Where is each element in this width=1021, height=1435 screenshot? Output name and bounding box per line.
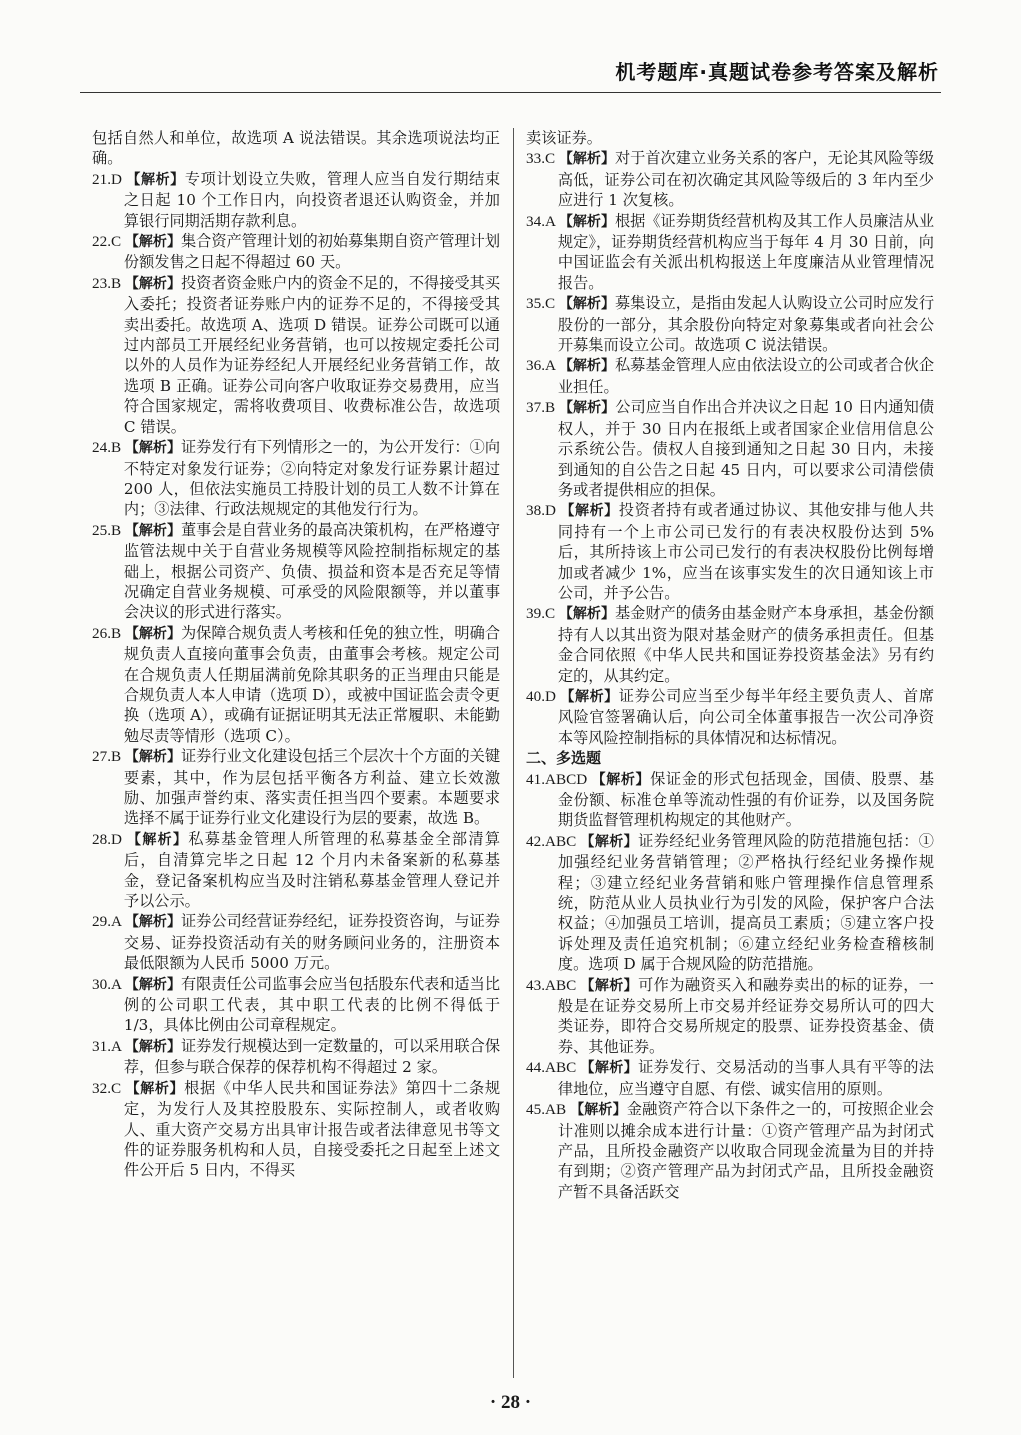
analysis-tag: 【解析】 (558, 151, 615, 168)
answer-letter: ABC (544, 832, 581, 850)
answer-letter: C (110, 1079, 126, 1097)
answer-letter: D (544, 687, 561, 705)
explanation-text: 保证金的形式包括现金，国债、股票、基金份额、标准仓单等流动性强的有价证券，以及国务院期货监督管理机构规定的其他财产。 (557, 769, 935, 830)
answer-entry (526, 293, 934, 355)
analysis-tag: 【解析】 (124, 749, 181, 766)
explanation-text: 包括自然人和单位，故选项 A 说法错误。其余选项说法均正确。 (92, 129, 500, 168)
answer-entry (92, 746, 500, 829)
answer-entry (526, 211, 934, 294)
answer-letter: B (110, 274, 125, 292)
explanation-text: 证券发行有下列情形之一的，为公开发行：①向不特定对象发行证券；②向特定对象发行证券累计超过 200 人，但依法实施员工持股计划的员工人数不计算在内；③法律、行政法规规定的其他发行行为。 (123, 438, 501, 519)
analysis-tag: 【解析】 (124, 275, 181, 292)
answer-entry (92, 231, 500, 273)
explanation-text: 集合资产管理计划的初始募集期自资产管理计划份额发售之日起不得超过 60 天。 (123, 232, 501, 272)
answer-letter: B (110, 439, 125, 457)
explanation-text: 专项计划设立失败，管理人应当自发行期结束之日起 10 个工作日内，向投资者退还认购资金，并加算银行同期活期存款利息。 (123, 169, 501, 230)
explanation-text: 私募基金管理人应由依法设立的公司或者合伙企业担任。 (557, 356, 935, 396)
answer-letter: A (110, 913, 125, 931)
answer-letter: B (110, 521, 125, 539)
header-divider (80, 92, 941, 93)
analysis-tag: 【解析】 (560, 688, 619, 705)
analysis-tag: 【解析】 (580, 1060, 639, 1077)
answer-letter: D (110, 170, 127, 188)
analysis-tag: 【解析】 (126, 171, 185, 188)
question-number: 45. (526, 1101, 545, 1119)
question-number: 31. (92, 1037, 111, 1055)
explanation-text: 证券发行规模达到一定数量的，可以采用联合保荐，但参与联合保荐的保荐机构不得超过 2 家。 (123, 1036, 501, 1077)
explanation-text: 证券经纪业务管理风险的防范措施包括：①加强经纪业务营销管理；②严格执行经纪业务操作规程；③建立经纪业务营销和账户管理操作信息管理系统，防范从业人员执业行为引发的风险，保护客户合法权益；④加强员工培训，提高员工素质；⑤建立客户投诉处理及责任追究机制；⑥建立经纪业务检查稽核制度。选项 D 属于合规风险的防范措施。 (557, 831, 934, 974)
continued-text (526, 128, 934, 148)
answer-entry (526, 1057, 934, 1099)
answer-entry (92, 437, 500, 520)
explanation-text: 对于首次建立业务关系的客户，无论其风险等级高低，证券公司在初次确定其风险等级后的 3 年内至少应进行 1 次复核。 (557, 149, 935, 210)
analysis-tag: 【解析】 (124, 1038, 181, 1055)
question-number: 39. (526, 605, 545, 623)
explanation-text: 证券公司经营证券经纪，证券投资咨询，与证券交易、证券投资活动有关的财务顾问业务的，注册资本最低限额为人民币 5000 万元。 (123, 912, 501, 973)
question-number: 41. (526, 770, 545, 788)
page-number: · 28 · (489, 1392, 532, 1413)
analysis-tag: 【解析】 (558, 213, 615, 230)
analysis-tag: 【解析】 (124, 625, 181, 642)
explanation-text: 为保障合规负责人考核和任免的独立性，明确合规负责人直接向董事会负责，由董事会考核。规定公司在合规负责人任期届满前免除其职务的正当理由只能是合规负责人本人申请（选项 D），或被中国证监会责令更换（选项 A），或确有证据证明其无法正常履职、未能勤勉尽责等情形（选项 C）。 (123, 623, 501, 745)
explanation-text: 金融资产符合以下条件之一的，可按照企业会计准则以摊余成本进行计量：①资产管理产品为封闭式产品，且所投金融资产以收取合同现金流量为目的并持有到期；②资产管理产品为封闭式产品，且所投金融资产暂不具备活跃交 (557, 1100, 934, 1201)
explanation-text: 投资者资金账户内的资金不足的，不得接受其买入委托；投资者证券账户内的证券不足的，不得接受其卖出委托。故选项 A、选项 D 错误。证券公司既可以通过内部员工开展经纪业务营销，也可以按规定委托公司以外的人员作为证券经纪人开展经纪业务营销工作，故选项 B 正确。证券公司向客户收取证券交易费用，应当符合国家规定，需将收费项目、收费标准公告，故选项 C 错误。 (123, 273, 501, 436)
page-header (0, 0, 1021, 120)
question-number: 43. (526, 976, 545, 994)
answer-entry (526, 500, 934, 603)
answer-entry (526, 355, 934, 397)
analysis-tag: 【解析】 (124, 522, 181, 539)
header-title: 机考题库·真题试卷参考答案及解析 (615, 60, 939, 84)
analysis-tag: 【解析】 (127, 831, 189, 848)
analysis-tag: 【解析】 (580, 833, 639, 850)
answer-entry (92, 623, 500, 746)
question-number: 34. (526, 212, 545, 230)
explanation-text: 根据《证券期货经营机构及其工作人员廉洁从业规定》，证券期货经营机构应当于每年 4 月 30 日前，向中国证监会有关派出机构报送上年度廉洁从业管理情况报告。 (557, 211, 935, 292)
answer-entry (526, 975, 934, 1058)
explanation-text: 根据《中华人民共和国证券法》第四十二条规定，为发行人及其控股股东、实际控制人，或者收购人、重大资产交易方出具审计报告或者法律意见书等文件的证券服务机构和人员，自接受委托之日起至上述文件公开后 5 日内，不得买 (123, 1078, 501, 1180)
question-number: 42. (526, 832, 545, 850)
explanation-text: 私募基金管理人所管理的私募基金全部清算后，自清算完毕之日起 12 个月内未备案新的私募基金，登记备案机构应当及时注销私募基金管理人登记并予以公示。 (123, 829, 501, 911)
explanation-text: 证券发行、交易活动的当事人具有平等的法律地位，应当遵守自愿、有偿、诚实信用的原则。 (557, 1058, 934, 1098)
answer-entry (526, 831, 934, 975)
explanation-text: 可作为融资买入和融券卖出的标的证券，一般是在证券交易所上市交易并经证券交易所认可的四大类证券，即符合交易所规定的股票、证券投资基金、债券、其他证券。 (557, 975, 934, 1056)
question-number: 44. (526, 1059, 545, 1077)
section-title: 二、多选题 (526, 749, 602, 768)
explanation-text: 投资者持有或者通过协议、其他安排与他人共同持有一个上市公司已发行的有表决权股份达到 5%后，其所持该上市公司已发行的有表决权股份比例每增加或者减少 1%，应当在该事实发生的次日通知该上市公司，并予公告。 (557, 501, 935, 602)
left-column (92, 128, 500, 1181)
answer-entry (92, 520, 500, 623)
answer-entry (92, 1078, 500, 1181)
answer-letter: A (110, 1037, 125, 1055)
answer-entry (526, 686, 934, 748)
answer-letter: B (544, 399, 559, 417)
answer-letter: ABC (544, 976, 581, 994)
analysis-tag: 【解析】 (558, 606, 615, 623)
question-number: 37. (526, 399, 545, 417)
explanation-text: 募集设立，是指由发起人认购设立公司时应发行股份的一部分，其余股份向特定对象募集或者向社会公开募集而设立公司。故选项 C 说法错误。 (557, 294, 935, 355)
answer-entry (526, 397, 934, 500)
answer-entry (92, 911, 500, 973)
question-number: 23. (92, 274, 111, 292)
explanation-text: 证券行业文化建设包括三个层次十个方面的关键要素，其中，作为层包括平衡各方利益、建立长效激励、加强声誉约束、落实责任担当四个要素。本题要求选择不属于证券行业文化建设行为层的要素，故选 B。 (123, 747, 501, 828)
answer-letter: D (544, 502, 561, 520)
explanation-text: 有限责任公司监事会应当包括股东代表和适当比例的公司职工代表，其中职工代表的比例不得低于 1/3，具体比例由公司章程规定。 (123, 974, 501, 1035)
question-number: 22. (92, 233, 111, 251)
analysis-tag: 【解析】 (124, 914, 181, 931)
answer-letter: C (544, 150, 559, 168)
analysis-tag: 【解析】 (124, 976, 181, 993)
answer-letter: B (110, 748, 125, 766)
question-number: 32. (92, 1079, 111, 1097)
analysis-tag: 【解析】 (558, 358, 615, 375)
answer-entry (526, 1099, 934, 1202)
answer-letter: AB (544, 1101, 571, 1119)
answer-letter: A (544, 212, 559, 230)
analysis-tag: 【解析】 (570, 1102, 627, 1119)
analysis-tag: 【解析】 (591, 771, 651, 788)
question-number: 25. (92, 521, 111, 539)
analysis-tag: 【解析】 (580, 977, 639, 994)
question-number: 27. (92, 748, 111, 766)
answer-letter: ABCD (544, 770, 592, 788)
explanation-text: 基金财产的债务由基金财产本身承担，基金份额持有人以其出资为限对基金财产的债务承担责任。但基金合同依照《中华人民共和国证券投资基金法》另有约定的，从其约定。 (557, 604, 935, 685)
answer-letter: C (544, 605, 559, 623)
answer-entry (92, 273, 500, 437)
answer-letter: ABC (544, 1059, 581, 1077)
answer-entry (92, 1036, 500, 1078)
answer-letter: D (110, 830, 128, 848)
analysis-tag: 【解析】 (124, 440, 181, 457)
question-number: 40. (526, 687, 545, 705)
answer-letter: A (544, 357, 559, 375)
answer-entry (526, 148, 934, 210)
question-number: 33. (526, 150, 545, 168)
question-number: 38. (526, 502, 545, 520)
answer-letter: B (110, 624, 125, 642)
analysis-tag: 【解析】 (558, 400, 616, 417)
analysis-tag: 【解析】 (124, 234, 181, 251)
answer-entry (92, 169, 500, 231)
question-number: 21. (92, 170, 111, 188)
question-number: 24. (92, 439, 111, 457)
continued-text (92, 128, 500, 169)
analysis-tag: 【解析】 (560, 503, 619, 520)
explanation-text: 证券公司应当至少每半年经主要负责人、首席风险官签署确认后，向公司全体董事报告一次公司净资本等风险控制指标的具体情况和达标情况。 (557, 686, 935, 747)
answer-entry (92, 829, 500, 912)
question-number: 26. (92, 624, 111, 642)
question-number: 28. (92, 830, 111, 848)
explanation-text: 卖该证券。 (526, 129, 602, 147)
column-divider (513, 128, 514, 1378)
answer-letter: C (110, 233, 125, 251)
answer-entry (526, 603, 934, 686)
question-number: 29. (92, 913, 111, 931)
answer-letter: A (110, 975, 125, 993)
analysis-tag: 【解析】 (558, 296, 615, 313)
answer-entry (526, 769, 934, 831)
answer-entry (92, 974, 500, 1036)
answer-letter: C (544, 295, 559, 313)
analysis-tag: 【解析】 (125, 1080, 185, 1097)
question-number: 30. (92, 975, 111, 993)
question-number: 36. (526, 357, 545, 375)
right-column (526, 128, 934, 1202)
question-number: 35. (526, 295, 545, 313)
explanation-text: 董事会是自营业务的最高决策机构，在严格遵守监管法规中关于自营业务规模等风险控制指标规定的基础上，根据公司资产、负债、损益和资本是否充足等情况确定自营业务规模、可承受的风险限额等，并以董事会决议的形式进行落实。 (123, 520, 501, 622)
explanation-text: 公司应当自作出合并决议之日起 10 日内通知债权人，并于 30 日内在报纸上或者国家企业信用信息公示系统公告。债权人自接到通知之日起 30 日内，未接到通知的自公告之日起 45 日内，可以要求公司清偿债务或者提供相应的担保。 (557, 398, 935, 499)
